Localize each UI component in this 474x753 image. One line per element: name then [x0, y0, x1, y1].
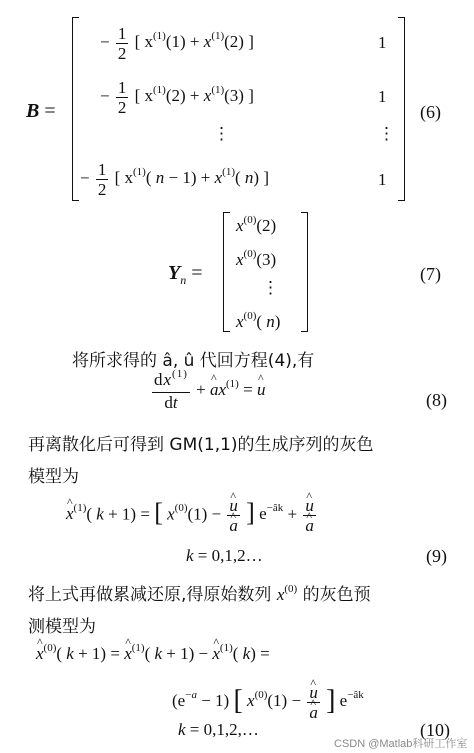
eq9-number: (9): [426, 546, 447, 566]
paragraph-text-2-line-2: 模型为: [28, 467, 79, 487]
eq7-row-1: $x^{(0)}(2)$: [236, 214, 277, 235]
eq10-line-2: $(e^{-a} - 1)$ [ $x^{(0)}(1)$ − ^ u ^ a ] $e^{-âk}$: [172, 682, 364, 722]
eq7-number: (7): [420, 264, 441, 284]
eq7-row-4: $x^{(0)}$( n): [236, 310, 281, 331]
paragraph-text-3-line-1: 将上式再做累减还原,得原始数列 $x^{(0)}$ 的灰色预: [28, 583, 371, 605]
eq6-left-bracket: [72, 17, 79, 201]
eq6-lhs: B =: [26, 100, 56, 122]
eq10-line-1: ^ $x^{(0)}$( k + 1) = ^ $x^{(1)}$( k + 1) − ^ $x^{(1)}$( k) =: [36, 644, 270, 664]
eq7-left-bracket: [223, 212, 230, 332]
paragraph-text-1: 将所求得的 â, û 代回方程(4),有: [72, 351, 315, 371]
eq6-row-3-one-dots: ⋮: [378, 124, 395, 143]
eq7-right-bracket: [301, 212, 308, 332]
paragraph-text-3-line-2: 测模型为: [28, 617, 96, 637]
eq6-number: (6): [420, 102, 441, 122]
eq6-row-2: − $\frac{1}{2}$ [ $x^{(1)}(2) + x^{(1)}(3)$ ]: [100, 78, 254, 117]
eq10-line-3: k = 0,1,2,…: [178, 720, 259, 739]
eq9-line-1: ^ $x^{(1)}$( k + 1) = [ $x^{(0)}(1)$ − ^ u ^ a ] $e^{-âk}$ + ^ u ^ a: [66, 496, 318, 535]
eq10-number: (10): [420, 720, 450, 740]
eq6-row-2-one: 1: [378, 87, 387, 106]
eq8-number: (8): [426, 390, 447, 410]
watermark: CSDN @Matlab科研工作室: [334, 738, 468, 750]
paragraph-text-2-line-1: 再离散化后可得到 GM(1,1)的生成序列的灰色: [28, 435, 374, 455]
eq6-row-4: − $\frac{1}{2}$ [ $x^{(1)}$( $n - 1) + x^{(1)}$( n) ]: [80, 160, 269, 199]
eq6-right-bracket: [398, 17, 405, 201]
eq6-row-1: − $\frac{1}{2}$ [ $x^{(1)}(1) + x^{(1)}(2)$ ]: [100, 24, 254, 63]
eq6-row-3-dots: ⋮: [213, 124, 230, 143]
eq7-row-3-dots: ⋮: [262, 278, 279, 297]
eq6-row-1-one: 1: [378, 33, 387, 52]
eq8-formula: $\frac{dx^{(1)}}{dt}$ + ^ $ax^{(1)}$ = ^ u: [150, 370, 265, 412]
eq7-lhs: $Y_n$ =: [168, 262, 203, 287]
eq9-line-2: k = 0,1,2…: [186, 546, 263, 565]
eq7-row-2: $x^{(0)}(3)$: [236, 248, 277, 269]
eq6-row-4-one: 1: [378, 170, 387, 189]
